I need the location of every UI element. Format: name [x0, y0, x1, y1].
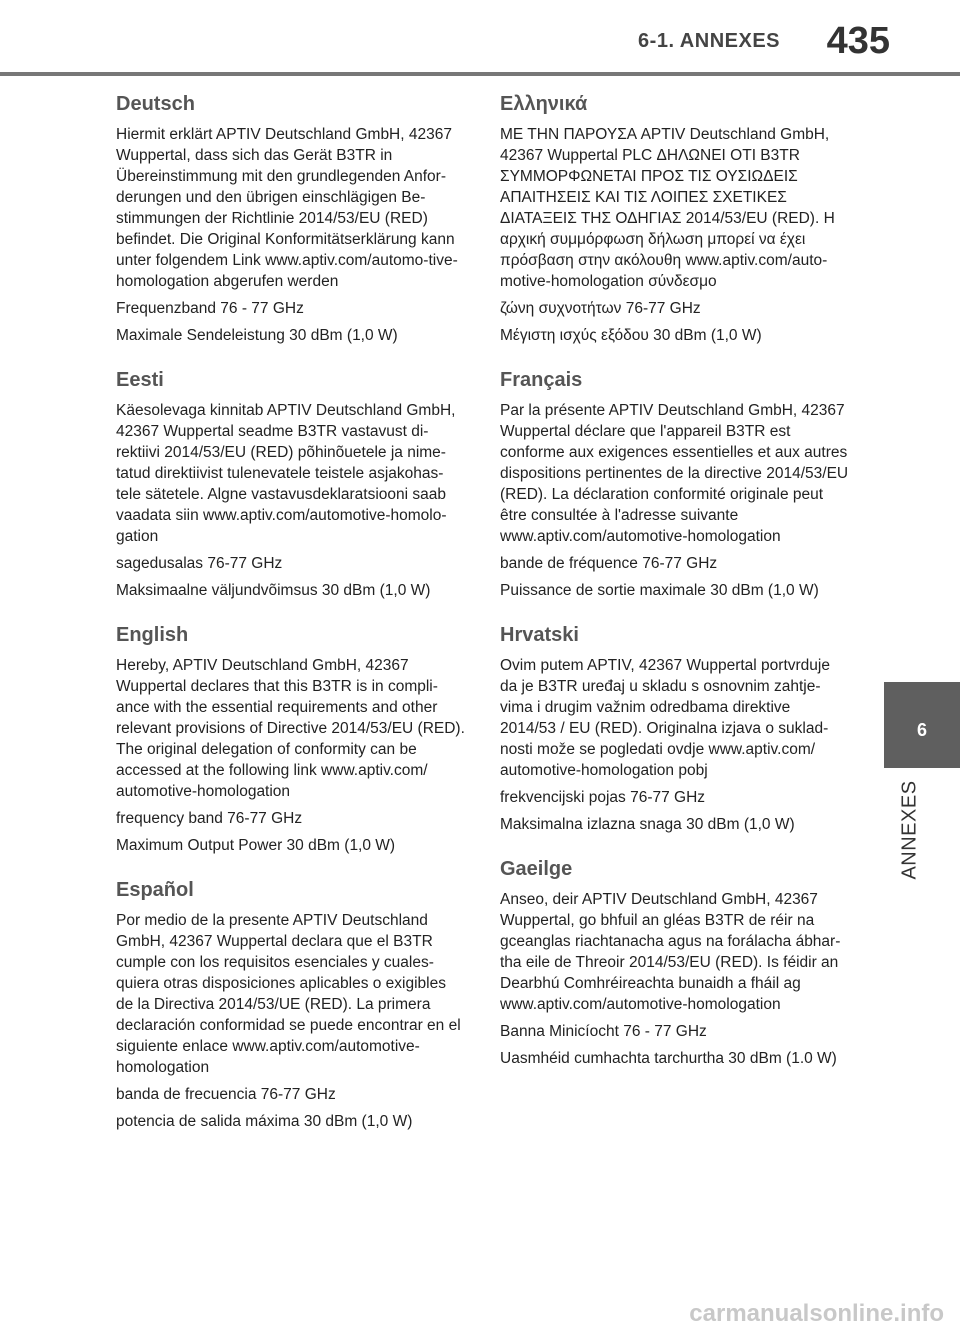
lang-body: Por medio de la presente APTIV Deutschland GmbH, 42367 Wuppertal declara que el B3TR cumple con los requisitos esenciales y cuales-quiera otras disposiciones aplicables o exigibles de la Directiva 2014/53/UE (RED). La primera declaración conformidad se puede encontrar en el siguiente enlace www.aptiv.com/automotive-homologation — [116, 912, 461, 1076]
chapter-tab — [884, 682, 960, 768]
lang-body: Par la présente APTIV Deutschland GmbH, 42367 Wuppertal déclare que l'appareil B3TR est conforme aux exigences essentielles et aux autres dispositions pertinentes de la directive 2014/53/EU (RED). La déclaration conformité originale peut être consultée à l'adresse suivante www.aptiv.com/automotive-homologation — [500, 402, 849, 545]
lang-section-gaeilge — [500, 857, 850, 1069]
power-line: Uasmhéid cumhachta tarchurtha 30 dBm (1.0 W) — [500, 1050, 837, 1067]
header-rule — [0, 72, 960, 76]
power-line: Maksimaalne väljundvõimsus 30 dBm (1,0 W) — [116, 582, 431, 599]
power-line: Puissance de sortie maximale 30 dBm (1,0 W) — [500, 582, 819, 599]
frequency-line: Frequenzband 76 - 77 GHz — [116, 300, 304, 317]
lang-section-eesti — [116, 368, 466, 601]
frequency-line: bande de fréquence 76-77 GHz — [500, 555, 718, 572]
lang-section-greek — [500, 92, 850, 346]
lang-title: Eesti — [116, 369, 164, 391]
lang-body: ΜΕ ΤΗΝ ΠΑΡΟΥΣΑ APTIV Deutschland GmbH, 42367 Wuppertal PLC ΔΗΛΩΝΕΙ ΟΤΙ B3TR ΣΥΜΜΟΡΦΩΝΕΤΑΙ ΠΡΟΣ ΤΙΣ ΟΥΣΙΩΔΕΙΣ ΑΠΑΙΤΗΣΕΙΣ ΚΑΙ ΤΙΣ ΛΟΙΠΕΣ ΣΧΕΤΙΚΕΣ ΔΙΑΤΑΞΕΙΣ ΤΗΣ ΟΔΗΓΙΑΣ 2014/53/EU (RED). Η αρχική συμμόρφωση δήλωση μπορεί να έχει πρόσβαση στην ακόλουθη www.aptiv.com/auto-motive-homologation σύνδεσμο — [500, 126, 835, 290]
power-line: Maximale Sendeleistung 30 dBm (1,0 W) — [116, 327, 398, 344]
page-header — [0, 0, 960, 80]
lang-body: Hereby, APTIV Deutschland GmbH, 42367 Wuppertal declares that this B3TR is in compli-ance with the essential requirements and other relevant provisions of Directive 2014/53/EU (RED). The original delegation of conformity can be accessed at the following link www.aptiv.com/ automotive-homologation — [116, 657, 465, 800]
power-line: Maksimalna izlazna snaga 30 dBm (1,0 W) — [500, 816, 795, 833]
lang-title: English — [116, 624, 189, 646]
lang-title: Deutsch — [116, 93, 195, 115]
lang-title: Ελληνικά — [500, 93, 588, 115]
lang-body: Hiermit erklärt APTIV Deutschland GmbH, 42367 Wuppertal, dass sich das Gerät B3TR in Übereinstimmung mit den grundlegenden Anfor-derungen und den übrigen einschlägigen Be-stimmungen der Richtlinie 2014/53/EU (RED) befindet. Die Original Konformitätserklärung kann unter folgendem Link www.aptiv.com/automo-tive-homologation abgerufen werden — [116, 126, 458, 290]
chapter-number: 6 — [916, 720, 927, 740]
lang-section-english — [116, 623, 466, 856]
frequency-line: frekvencijski pojas 76-77 GHz — [500, 789, 706, 806]
lang-body: Käesolevaga kinnitab APTIV Deutschland GmbH, 42367 Wuppertal seadme B3TR vastavust di-rektiivi 2014/53/EU (RED) põhinõuetele ja nime-tatud direktiivist tulenevatele teistele asjakohas-tele sätetele. Algne vastavusdeklaratsiooni saab vaadata siin www.aptiv.com/automotive-homolo-gation — [116, 402, 456, 545]
lang-section-espanol — [116, 878, 466, 1132]
lang-section-francais — [500, 368, 850, 601]
lang-section-deutsch — [116, 92, 466, 346]
frequency-line: sagedusalas 76-77 GHz — [116, 555, 283, 572]
power-line: potencia de salida máxima 30 dBm (1,0 W) — [116, 1113, 413, 1130]
lang-title: Gaeilge — [500, 858, 573, 880]
frequency-line: banda de frecuencia 76-77 GHz — [116, 1086, 336, 1103]
frequency-line: frequency band 76-77 GHz — [116, 810, 303, 827]
lang-title: Español — [116, 879, 194, 901]
lang-section-hrvatski — [500, 623, 850, 835]
power-line: Maximum Output Power 30 dBm (1,0 W) — [116, 837, 396, 854]
chapter-side-label — [890, 770, 930, 890]
section-label: 6-1. ANNEXES — [638, 30, 780, 52]
power-line: Μέγιστη ισχύς εξόδου 30 dBm (1,0 W) — [500, 327, 762, 344]
chapter-label: ANNEXES — [898, 780, 921, 880]
lang-title: Français — [500, 369, 583, 391]
frequency-line: ζώνη συχνοτήτων 76-77 GHz — [500, 300, 701, 317]
watermark: carmanualsonline.info — [689, 1300, 944, 1327]
page-number: 435 — [826, 20, 890, 62]
right-column — [500, 92, 850, 1091]
lang-body: Ovim putem APTIV, 42367 Wuppertal portvrduje da je B3TR uređaj u skladu s osnovnim zahtje-vima i drugim važnim odredbama direktive 2014/53 / EU (RED). Originalna izjava o suklad-nosti može se pogledati ovdje www.aptiv.com/ automotive-homologation pobj — [500, 657, 830, 779]
lang-title: Hrvatski — [500, 624, 579, 646]
lang-body: Anseo, deir APTIV Deutschland GmbH, 42367 Wuppertal, go bhfuil an gléas B3TR de réir na gceanglas riachtanacha agus na forálacha ábhar-tha eile de Threoir 2014/53/EU (RED). Is féidir an Dearbhú Comhréireachta bunaidh a fháil ag www.aptiv.com/automotive-homologation — [500, 891, 841, 1013]
frequency-line: Banna Minicíocht 76 - 77 GHz — [500, 1023, 707, 1040]
left-column — [116, 92, 466, 1154]
